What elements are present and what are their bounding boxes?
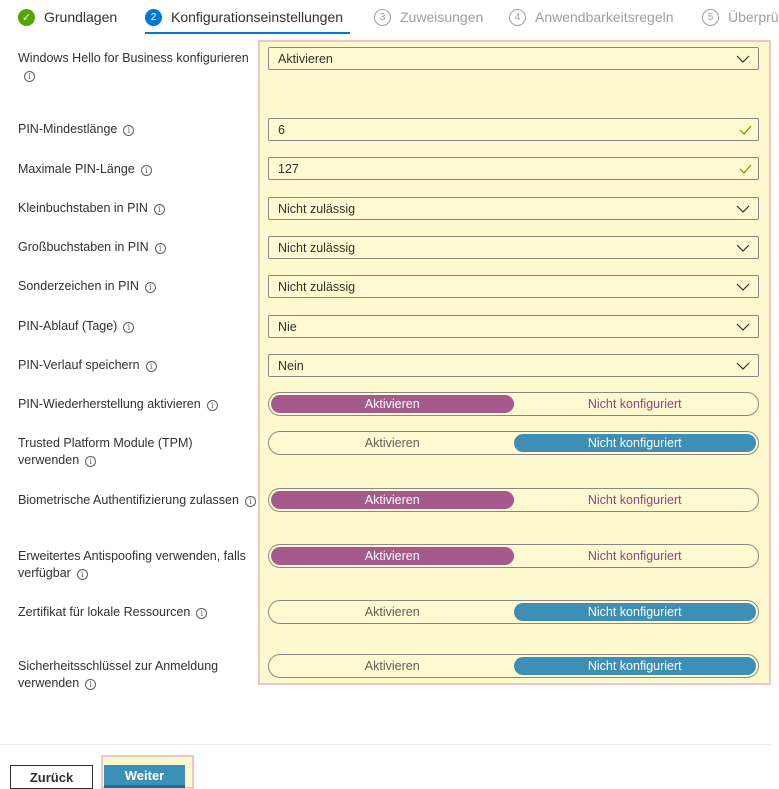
dropdown-value: Nie <box>278 319 297 334</box>
step-label: Grundlagen <box>44 9 118 25</box>
step-number-icon: 2 <box>145 9 162 26</box>
step-konfigurationseinstellungen[interactable] <box>145 0 343 34</box>
step-zuweisungen[interactable] <box>374 0 483 34</box>
label-pin-max: Maximale PIN-Länge i <box>18 161 256 178</box>
label-recovery: PIN-Wiederherstellung aktivieren i <box>18 396 256 413</box>
option-aktivieren[interactable]: Aktivieren <box>271 547 514 565</box>
dropdown-value: Nein <box>278 358 304 373</box>
option-aktivieren[interactable]: Aktivieren <box>364 659 420 673</box>
next-button[interactable]: Weiter <box>104 765 185 788</box>
checkmark-icon: ✓ <box>18 9 35 26</box>
wizard-steps <box>0 0 779 34</box>
step-label: Zuweisungen <box>400 9 484 25</box>
footer-divider <box>0 744 771 745</box>
step-number-icon: 3 <box>374 9 391 26</box>
special-dropdown[interactable] <box>268 275 759 298</box>
info-icon[interactable]: i <box>141 165 152 176</box>
info-icon[interactable]: i <box>155 243 166 254</box>
option-nicht-konfiguriert[interactable]: Nicht konfiguriert <box>587 397 682 411</box>
step-grundlagen[interactable] <box>18 0 117 34</box>
label-pin-min: PIN-Mindestlänge i <box>18 121 256 138</box>
label-certificate: Zertifikat für lokale Ressourcen i <box>18 604 256 621</box>
recovery-toggle <box>268 392 759 416</box>
back-button[interactable]: Zurück <box>10 765 93 789</box>
chevron-down-icon <box>736 53 750 65</box>
chevron-down-icon <box>736 360 750 372</box>
history-dropdown[interactable] <box>268 354 759 377</box>
info-icon[interactable]: i <box>123 322 134 333</box>
securitykey-toggle <box>268 654 759 678</box>
step-label: Überprü <box>728 9 779 25</box>
pin-min-input[interactable] <box>268 118 759 141</box>
dropdown-value: Nicht zulässig <box>278 240 356 255</box>
option-aktivieren[interactable]: Aktivieren <box>271 395 514 413</box>
dropdown-value: Aktivieren <box>278 51 333 66</box>
dropdown-value: Nicht zulässig <box>278 279 356 294</box>
chevron-down-icon <box>736 321 750 333</box>
valid-check-icon <box>739 163 752 175</box>
info-icon[interactable]: i <box>207 400 218 411</box>
step-ueberpruefen[interactable] <box>702 0 779 34</box>
option-nicht-konfiguriert[interactable]: Nicht konfiguriert <box>514 434 757 452</box>
info-icon[interactable]: i <box>85 679 96 690</box>
expiry-dropdown[interactable] <box>268 315 759 338</box>
tpm-toggle <box>268 431 759 455</box>
option-aktivieren[interactable]: Aktivieren <box>364 436 420 450</box>
step-label: Anwendbarkeitsregeln <box>535 9 674 25</box>
label-lowercase: Kleinbuchstaben in PIN i <box>18 200 256 217</box>
label-antispoof: Erweitertes Antispoofing verwenden, falls verfügbar i <box>18 549 246 580</box>
certificate-toggle <box>268 600 759 624</box>
label-uppercase: Großbuchstaben in PIN i <box>18 239 256 256</box>
step-anwendbarkeitsregeln[interactable] <box>509 0 674 34</box>
step-number-icon: 4 <box>509 9 526 26</box>
info-icon[interactable]: i <box>145 282 156 293</box>
dropdown-value: Nicht zulässig <box>278 201 356 216</box>
label-biometric: Biometrische Authentifizierung zulassen i <box>18 492 256 509</box>
label-expiry: PIN-Ablauf (Tage) i <box>18 318 256 335</box>
option-nicht-konfiguriert[interactable]: Nicht konfiguriert <box>587 549 682 563</box>
info-icon[interactable]: i <box>77 569 88 580</box>
info-icon[interactable]: i <box>146 361 157 372</box>
step-number-icon: 5 <box>702 9 719 26</box>
pin-max-input[interactable] <box>268 157 759 180</box>
label-securitykey: Sicherheitsschlüssel zur Anmeldung verwenden i <box>18 659 219 690</box>
info-icon[interactable]: i <box>154 204 165 215</box>
info-icon[interactable]: i <box>24 71 35 82</box>
option-nicht-konfiguriert[interactable]: Nicht konfiguriert <box>514 603 757 621</box>
lowercase-dropdown[interactable] <box>268 197 759 220</box>
chevron-down-icon <box>736 242 750 254</box>
option-nicht-konfiguriert[interactable]: Nicht konfiguriert <box>514 657 757 675</box>
option-aktivieren[interactable]: Aktivieren <box>364 605 420 619</box>
info-icon[interactable]: i <box>196 608 207 619</box>
chevron-down-icon <box>736 281 750 293</box>
hello-dropdown[interactable] <box>268 47 759 70</box>
label-history: PIN-Verlauf speichern i <box>18 357 256 374</box>
active-step-underline <box>145 32 350 34</box>
antispoof-toggle <box>268 544 759 568</box>
input-value: 127 <box>278 161 299 176</box>
uppercase-dropdown[interactable] <box>268 236 759 259</box>
input-value: 6 <box>278 122 285 137</box>
label-hello: Windows Hello for Business konfiguriereni <box>18 51 249 81</box>
step-label: Konfigurationseinstellungen <box>171 9 344 25</box>
label-tpm: Trusted Platform Module (TPM) verwenden i <box>18 436 193 467</box>
label-special: Sonderzeichen in PIN i <box>18 278 256 295</box>
chevron-down-icon <box>736 203 750 215</box>
info-icon[interactable]: i <box>85 456 96 467</box>
option-aktivieren[interactable]: Aktivieren <box>271 491 514 509</box>
info-icon[interactable]: i <box>123 125 134 136</box>
option-nicht-konfiguriert[interactable]: Nicht konfiguriert <box>587 493 682 507</box>
valid-check-icon <box>739 124 752 136</box>
biometric-toggle <box>268 488 759 512</box>
info-icon[interactable]: i <box>245 496 256 507</box>
